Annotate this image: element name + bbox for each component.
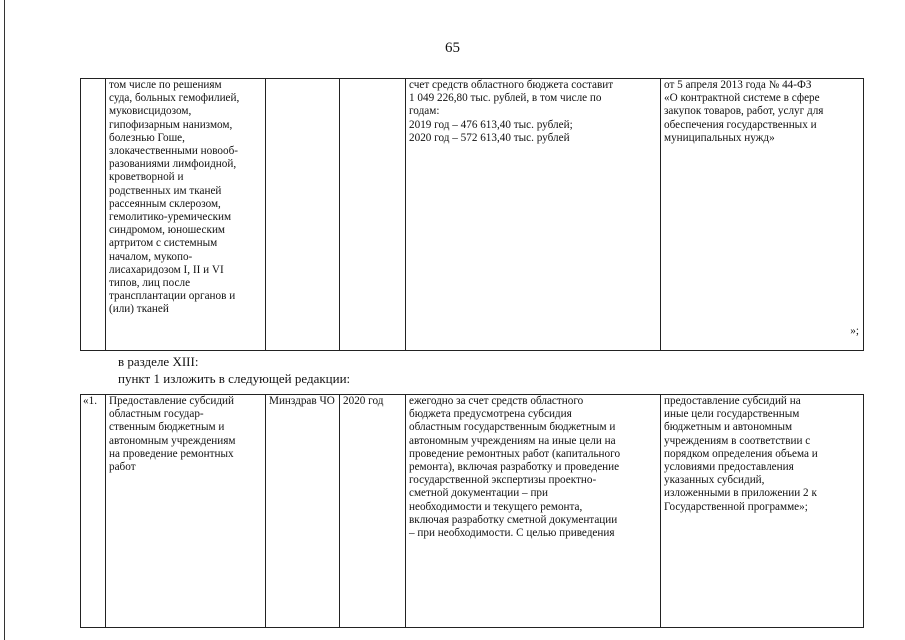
text-line: суда, больных гемофилией, — [109, 92, 240, 105]
text-line: годам: — [409, 105, 440, 118]
text-line: муковисцидозом, — [109, 105, 192, 118]
closing-quote: »; — [850, 324, 859, 337]
text-line: кроветворной и — [109, 171, 184, 184]
executor-cell: Минздрав ЧО — [266, 395, 340, 628]
text-line: автономным учреждениям на иные цели на — [409, 434, 616, 447]
section-heading: в разделе XIII: — [118, 354, 199, 369]
text-line: родственных им тканей — [109, 184, 222, 197]
text-line: трансплантации органов и — [109, 290, 236, 303]
text-line: бюджета предусмотрена субсидия — [409, 408, 572, 421]
text-line: областным государственным бюджетным и — [409, 421, 616, 434]
text-line: указанных субсидий, — [664, 474, 765, 487]
text-line: работ — [109, 461, 136, 474]
point-heading: пункт 1 изложить в следующей редакции: — [118, 371, 351, 386]
text-line: изложенными в приложении 2 к — [664, 487, 817, 500]
text-line: Предоставление субсидий — [109, 395, 235, 407]
page-left-edge-line — [4, 0, 5, 640]
text-line: сметной документации – при — [409, 487, 549, 500]
period-cell — [340, 79, 406, 351]
measure-name-cell — [106, 395, 266, 628]
text-line: на проведение ремонтных — [109, 447, 234, 460]
text-line: ремонта), включая разработку и проведение — [409, 461, 620, 474]
text-line: обеспечения государственных и — [664, 118, 817, 131]
amended-point-table — [80, 394, 864, 628]
continuation-table — [80, 78, 864, 351]
text-line: счет средств областного бюджета составит — [409, 79, 614, 91]
text-line: учреждениям в соответствии с — [664, 434, 811, 447]
row-number-cell — [81, 79, 106, 351]
text-line: включая разработку сметной документации — [409, 513, 618, 526]
text-line: муниципальных нужд» — [664, 131, 775, 144]
text-line: разованиями лимфоидной, — [109, 158, 237, 171]
text-line: началом, мукопо- — [109, 250, 193, 263]
text-line: 2019 год – 476 613,40 тыс. рублей; — [409, 118, 573, 131]
row-number-cell: «1. — [81, 395, 106, 628]
text-line: рассеянным склерозом, — [109, 197, 221, 210]
text-line: типов, лиц после — [109, 277, 191, 290]
text-line: предоставление субсидий на — [664, 395, 801, 407]
text-line: 2020 год – 572 613,40 тыс. рублей — [409, 131, 570, 144]
text-line: злокачественными новооб- — [109, 145, 239, 158]
text-line: ственным бюджетным и — [109, 421, 225, 434]
text-line: Государственной программе»; — [664, 500, 808, 513]
description-cell — [406, 395, 661, 628]
page-number: 65 — [445, 40, 460, 56]
text-line: гипофизарным нанизмом, — [109, 118, 233, 131]
text-line: областным государ- — [109, 408, 204, 421]
text-line: артритом с системным — [109, 237, 218, 250]
table-row — [81, 395, 864, 628]
description-cell — [406, 79, 661, 351]
text-line: необходимости и текущего ремонта, — [409, 500, 583, 513]
text-line: лисахаридозом I, II и VI — [109, 263, 224, 276]
text-line: «О контрактной системе в сфере — [664, 92, 820, 105]
text-line: условиями предоставления — [664, 461, 794, 474]
text-line: от 5 апреля 2013 года № 44-ФЗ — [664, 79, 812, 91]
text-line: закупок товаров, работ, услуг для — [664, 105, 824, 118]
text-line: болезнью Гоше, — [109, 131, 185, 144]
text-line: иные цели государственным — [664, 408, 800, 421]
text-line: синдромом, юношеским — [109, 224, 226, 237]
text-line: проведение ремонтных работ (капитального — [409, 447, 621, 460]
period-cell: 2020 год — [340, 395, 406, 628]
text-line: гемолитико-уремическим — [109, 211, 232, 224]
text-line: ежегодно за счет средств областного — [409, 395, 584, 407]
executor-cell — [266, 79, 340, 351]
text-line: порядком определения объема и — [664, 447, 818, 460]
text-line: 1 049 226,80 тыс. рублей, в том числе по — [409, 92, 602, 105]
text-line: том числе по решениям — [109, 79, 222, 91]
text-line: автономным учреждениям — [109, 434, 236, 447]
measure-name-cell — [106, 79, 266, 351]
legal-basis-cell — [661, 79, 864, 351]
legal-basis-cell — [661, 395, 864, 628]
text-line: – при необходимости. С целью приведения — [409, 527, 615, 540]
text-line: (или) тканей — [109, 303, 169, 316]
text-line: бюджетным и автономным — [664, 421, 793, 434]
table-row — [81, 79, 864, 351]
text-line: государственной экспертизы проектно- — [409, 474, 597, 487]
